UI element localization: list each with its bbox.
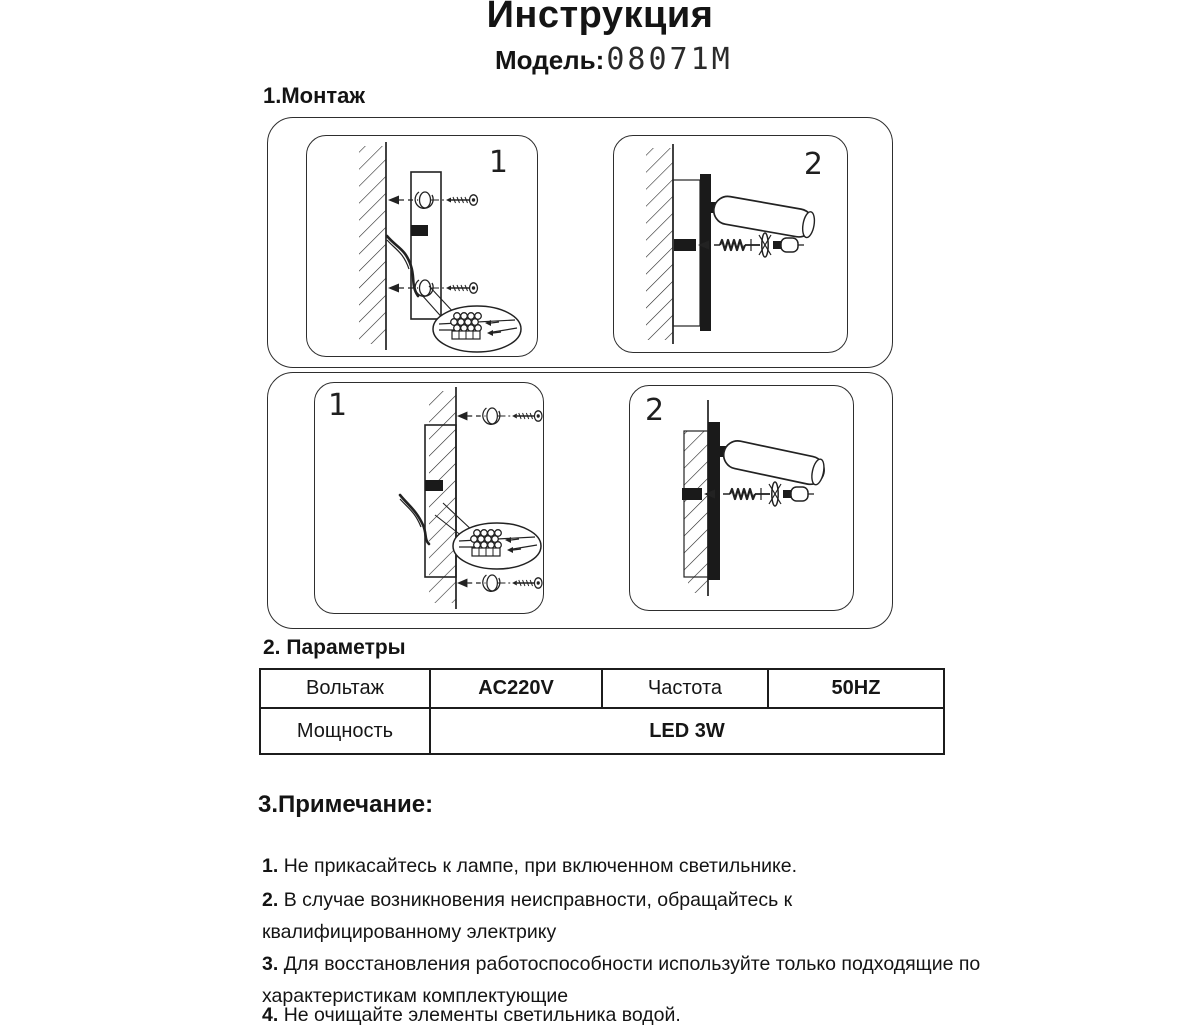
param-power-label: Мощность <box>260 708 430 754</box>
terminal-detail-callout <box>433 306 521 352</box>
wall-hatch <box>646 148 673 340</box>
param-frequency-value: 50HZ <box>768 669 944 708</box>
power-wire-strand <box>400 499 421 527</box>
fixture-bar <box>708 422 720 580</box>
param-frequency-label: Частота <box>602 669 768 708</box>
note-number: 2. <box>262 888 279 911</box>
param-power-value: LED 3W <box>430 708 944 754</box>
table-row <box>260 669 944 708</box>
model-value: 08071M <box>606 42 733 77</box>
note-text: Не прикасайтесь к лампе, при включенном светильнике. <box>283 854 798 877</box>
montage-panel-2 <box>613 135 848 353</box>
step-number: 2 <box>645 393 665 428</box>
montage-heading: 1.Монтаж <box>263 83 366 108</box>
wall-plug-screw-icon <box>723 482 814 506</box>
screw-fastener-icon <box>457 408 542 424</box>
montage-panel-3 <box>314 382 544 614</box>
screw-fastener-icon <box>457 575 542 591</box>
note-number: 1. <box>262 854 279 877</box>
step-number: 1 <box>328 388 348 423</box>
terminal-block-mark <box>425 480 443 491</box>
wall-hatch <box>359 146 386 344</box>
wall-hatch <box>684 431 708 577</box>
step-number: 2 <box>803 147 823 182</box>
note-number: 3. <box>262 952 279 975</box>
terminal-block-mark <box>411 225 428 236</box>
montage-panel-4 <box>629 385 854 611</box>
anchor-socket-mark <box>682 488 702 500</box>
model-label: Модель: <box>495 45 605 75</box>
note-text: Не очищайте элементы светильника водой. <box>283 1003 681 1026</box>
table-row <box>260 708 944 754</box>
parameters-table <box>259 668 945 755</box>
diagram-backplate-mounting-mirrored <box>315 383 543 613</box>
terminal-detail-callout <box>453 523 541 569</box>
montage-box-bottom <box>267 372 893 629</box>
note-number: 4. <box>262 1003 279 1026</box>
junction-box <box>673 180 700 326</box>
page-title: Инструкция <box>486 0 714 36</box>
note-text: Для восстановления работоспособности используйте только подходящие по характеристикам комплектующие <box>262 952 981 1007</box>
anchor-socket-mark <box>674 239 696 251</box>
model-line <box>495 42 733 77</box>
param-voltage-value: AC220V <box>430 669 602 708</box>
note-text: В случае возникновения неисправности, обращайтесь к квалифицированному электрику <box>262 888 793 943</box>
wall-hatch <box>429 391 456 603</box>
montage-box-top <box>267 117 893 368</box>
step-number: 1 <box>488 145 508 180</box>
note-item <box>262 850 992 882</box>
lamp-tube <box>721 438 827 487</box>
param-voltage-label: Вольтаж <box>260 669 430 708</box>
wall-plug-screw-icon <box>714 233 804 257</box>
note-item <box>262 999 992 1031</box>
montage-panel-1 <box>306 135 538 357</box>
note-item <box>262 884 992 948</box>
wall-hatch <box>688 577 708 593</box>
parameters-heading: 2. Параметры <box>263 636 406 659</box>
notes-heading: 3.Примечание: <box>258 791 434 818</box>
fixture-bar <box>700 174 711 331</box>
